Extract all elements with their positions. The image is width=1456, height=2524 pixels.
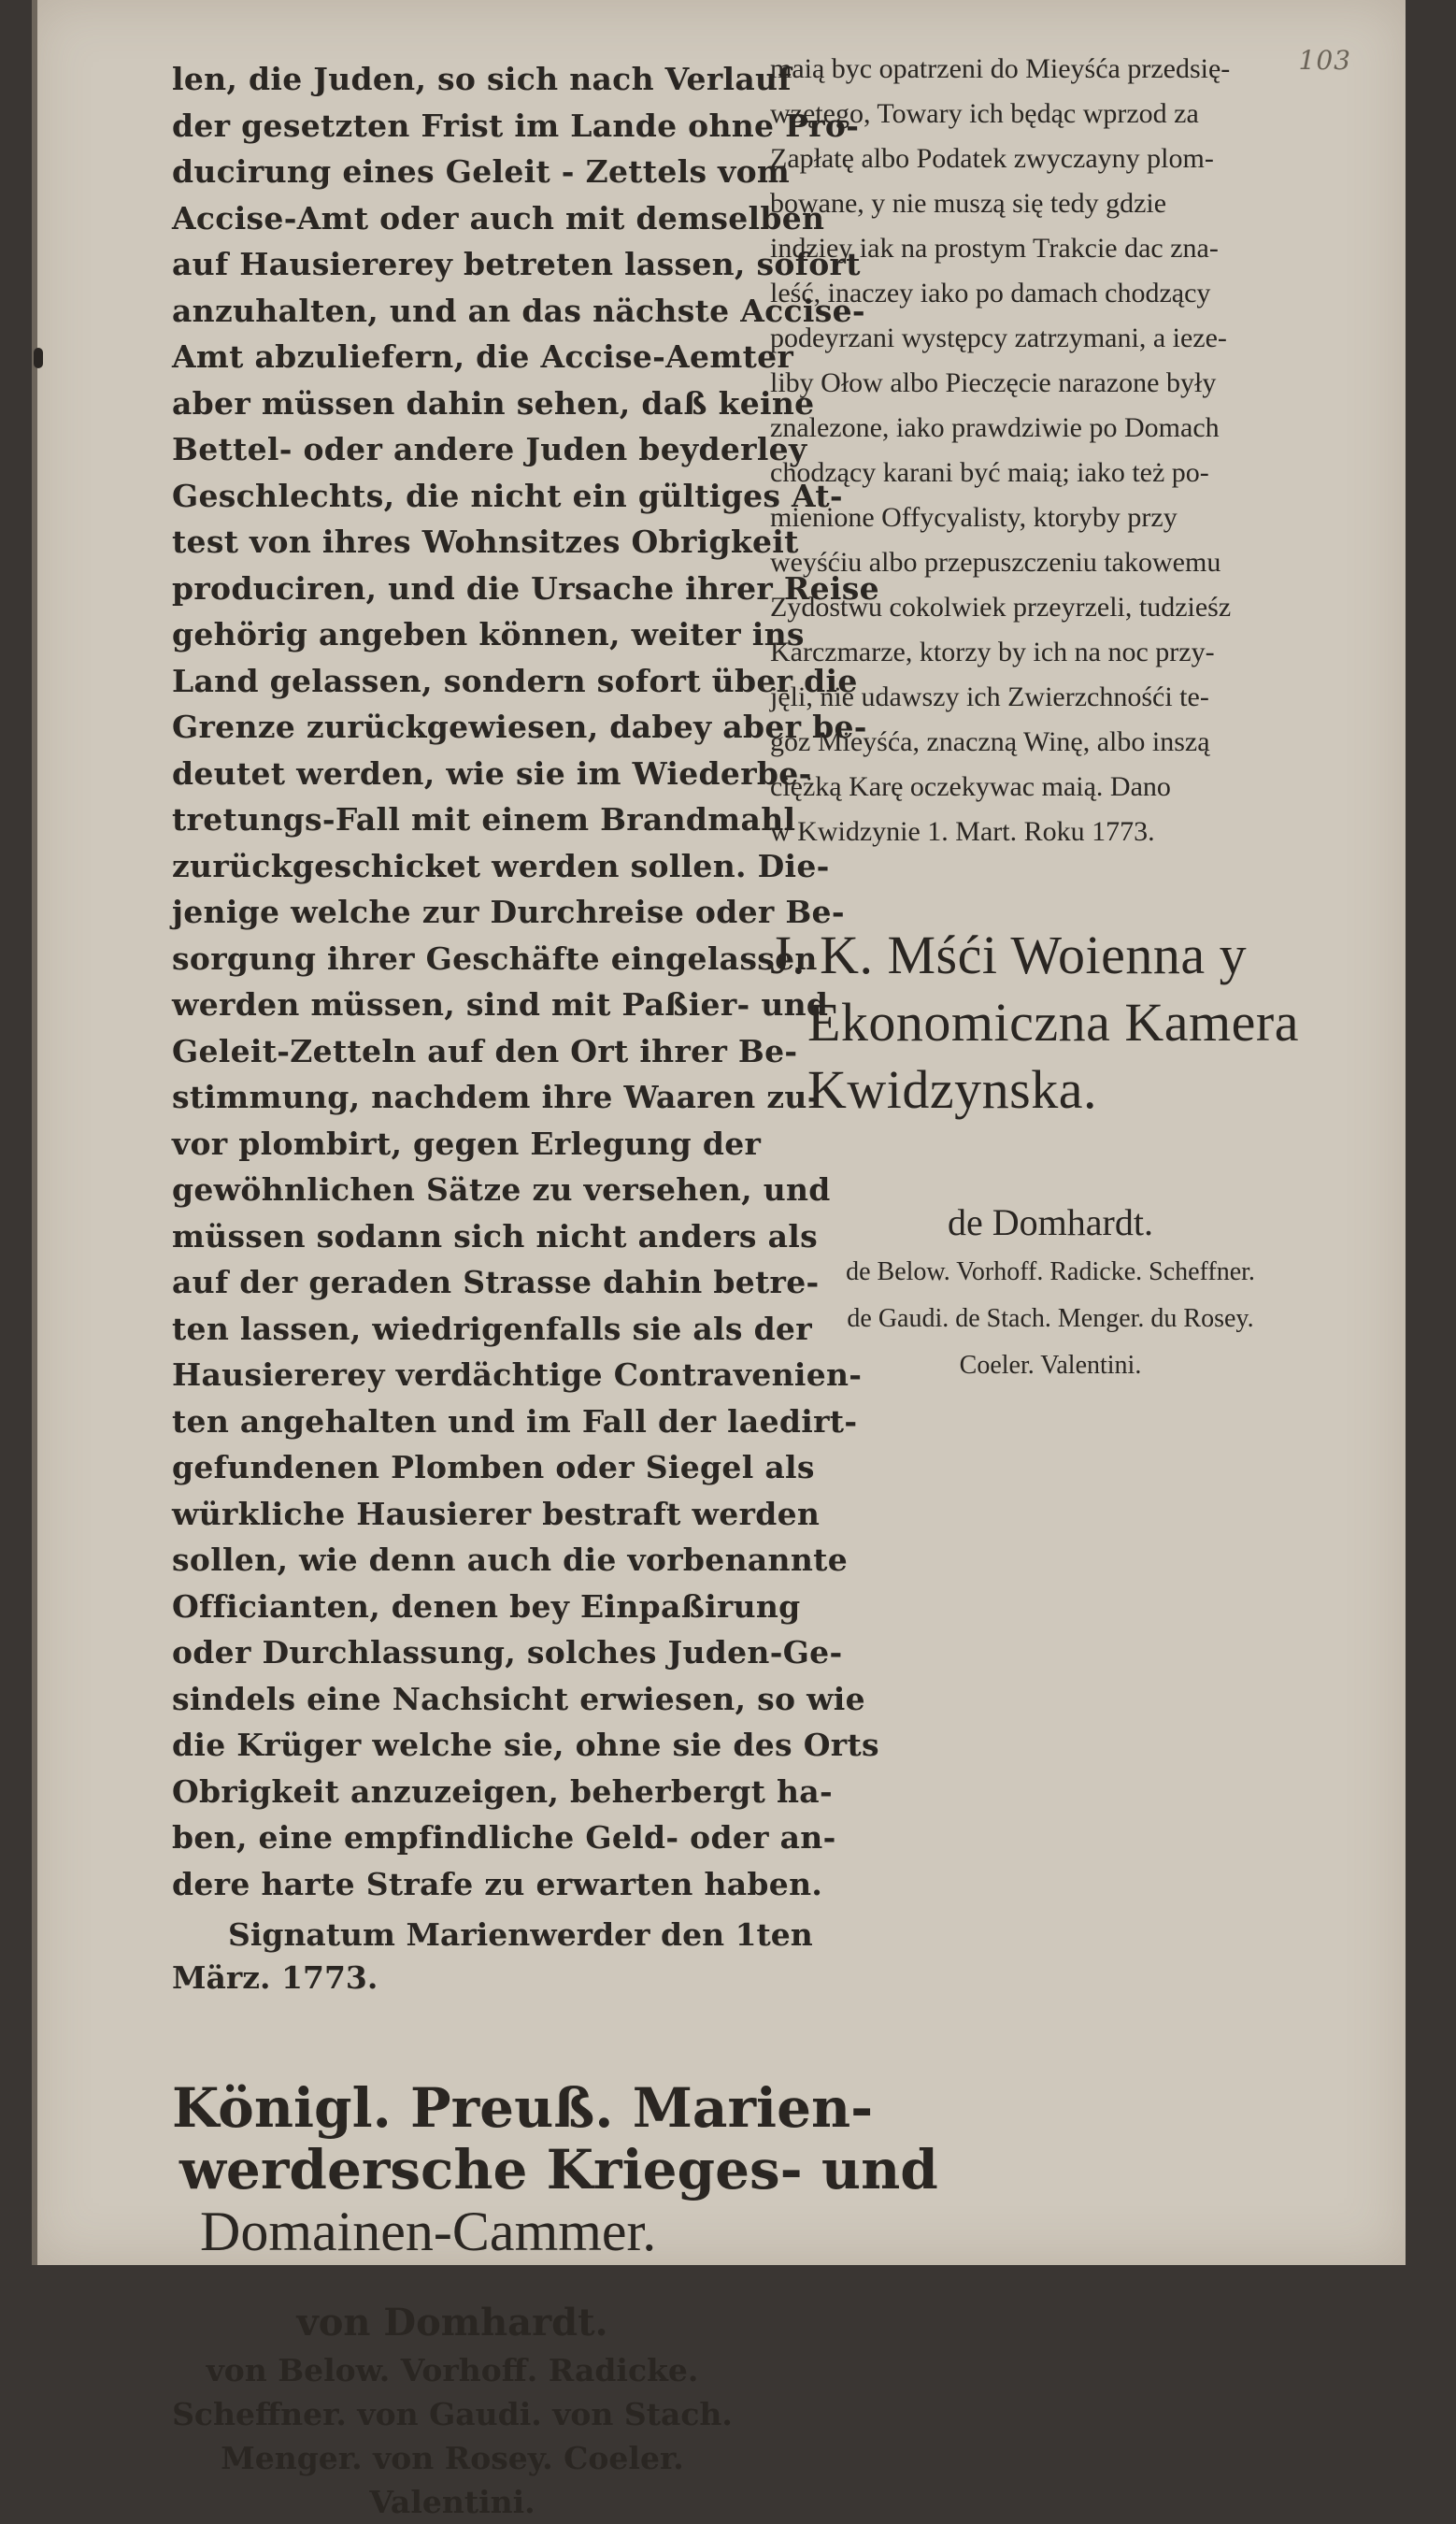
polish-signers [770, 1197, 1331, 1389]
signatum-line-2: März. 1773. [172, 1959, 378, 1996]
polish-text-line: goz Mieyśća, znaczną Winę, albo inszą [770, 726, 1210, 757]
german-text-line: anzuhalten, und an das nächste Accise- [172, 292, 865, 329]
page-edge [32, 0, 37, 2265]
german-text-line: dere harte Strafe zu erwarten haben. [172, 1865, 823, 1902]
german-text-line: jenige welche zur Durchreise oder Be- [172, 894, 845, 930]
document-page [32, 0, 1406, 2520]
german-text-line: aber müssen dahin sehen, daß keine [172, 384, 815, 422]
german-text-line: sindels eine Nachsicht erwiesen, so wie [172, 1680, 865, 1717]
polish-text-line: Zapłatę albo Podatek zwyczayny plom- [770, 143, 1214, 174]
polish-chamber-line-3: Kwidzynska. [807, 1059, 1097, 1120]
german-text-line: Accise-Amt oder auch mit demselben [172, 199, 825, 237]
german-text-line: ten angehalten und im Fall der laedirt- [172, 1402, 858, 1440]
german-text-line: sollen, wie denn auch die vorbenannte [172, 1542, 848, 1578]
german-text-line: der gesetzten Frist im Lande ohne Pro- [172, 107, 860, 144]
polish-text-line: wzętego, Towary ich będąc wprzod za [770, 98, 1199, 129]
polish-text-line: Zydostwu cokolwiek przeyrzeli, tudzieśz [770, 592, 1232, 623]
german-column [172, 56, 938, 2524]
german-text-line: die Krüger welche sie, ohne sie des Orts [172, 1727, 879, 1763]
german-text-line: sorgung ihrer Geschäfte eingelassen [172, 939, 818, 977]
german-text-line: tretungs-Fall mit einem Brandmahl [172, 801, 796, 838]
german-text-line: zurückgeschicket werden sollen. Die- [172, 847, 830, 884]
polish-signers-row: de Gaudi. de Stach. Menger. du Rosey. [847, 1304, 1254, 1333]
german-text-line: Geschlechts, die nicht ein gültiges At- [172, 477, 843, 514]
german-text-line: gehörig angeben können, weiter ins [172, 616, 805, 653]
polish-signers-head: de Domhardt. [948, 1201, 1153, 1243]
german-chamber-line-3: Domainen-Cammer. [200, 2201, 657, 2262]
polish-signers-row: Coeler. Valentini. [959, 1351, 1142, 1380]
german-signers-row: von Below. Vorhoff. Radicke. [206, 2352, 699, 2388]
german-signers [172, 2298, 733, 2524]
german-text-line: Officianten, denen bey Einpaßirung [172, 1587, 801, 1625]
polish-text-line: ciężką Karę oczekywac maią. Dano [770, 771, 1171, 802]
german-text-line: ducirung eines Geleit - Zettels vom [172, 153, 791, 190]
polish-text-block [770, 47, 1331, 810]
german-text-line: Hausiererey verdächtige Contravenien- [172, 1356, 863, 1393]
german-text-line: gefundenen Plomben oder Siegel als [172, 1449, 815, 1485]
german-text-line: ten lassen, wiedrigenfalls sie als der [172, 1310, 812, 1347]
german-signers-head: von Domhardt. [296, 2301, 608, 2345]
polish-text-line: znalezone, iako prawdziwie po Domach [770, 412, 1220, 443]
polish-text-line: podeyrzani występcy zatrzymani, a ieze- [770, 323, 1227, 353]
german-text-line: Land gelassen, sondern sofort über die [172, 662, 858, 699]
polish-signers-row: de Below. Vorhoff. Radicke. Scheffner. [846, 1257, 1255, 1286]
german-text-line: müssen sodann sich nicht anders als [172, 1217, 818, 1255]
polish-text-line: Karczmarze, ktorzy by ich na noc przy- [770, 637, 1215, 667]
polish-text-line: weyśćiu albo przepuszczeniu takowemu [770, 547, 1221, 578]
polish-text-line: bowane, y nie muszą się tedy gdzie [770, 188, 1167, 219]
german-chamber-line-1: Königl. Preuß. Marien- [172, 2076, 874, 2140]
german-text-line: Grenze zurückgewiesen, dabey aber be- [172, 709, 867, 745]
german-text-line: oder Durchlassung, solches Juden-Ge- [172, 1634, 843, 1671]
polish-text-line: mienione Offycyalisty, ktoryby przy [770, 502, 1178, 533]
polish-date-line: w Kwidzynie 1. Mart. Roku 1773. [770, 816, 1155, 847]
german-text-line: len, die Juden, so sich nach Verlauf [172, 61, 792, 97]
german-text-line: Amt abzuliefern, die Accise-Aemter [172, 338, 794, 375]
german-text-line: würkliche Hausierer bestraft werden [172, 1495, 821, 1532]
german-text-line: auf der geraden Strasse dahin betre- [172, 1264, 820, 1300]
german-text-line: Bettel- oder andere Juden beyderley [172, 431, 807, 467]
german-text-line: vor plombirt, gegen Erlegung der [172, 1125, 762, 1162]
binding-hole [34, 348, 43, 368]
german-text-line: deutet werden, wie sie im Wiederbe- [172, 754, 812, 792]
polish-column [770, 47, 1331, 1389]
german-text-line: Obrigkeit anzuzeigen, beherbergt ha- [172, 1772, 833, 1810]
polish-text-line: indziey iak na prostym Trakcie dac zna- [770, 233, 1219, 264]
german-text-line: Geleit-Zetteln auf den Ort ihrer Be- [172, 1032, 798, 1069]
polish-chamber-line-2: Ekonomiczna Kamera [807, 992, 1299, 1053]
german-text-line: werden müssen, sind mit Paßier- und [172, 986, 829, 1023]
page-number: 103 [1298, 45, 1351, 76]
german-text-line: stimmung, nachdem ihre Waaren zu- [172, 1079, 821, 1115]
german-signers-row: Menger. von Rosey. Coeler. [221, 2440, 684, 2476]
polish-text-line: chodzący karani być maią; iako też po- [770, 457, 1209, 488]
german-text-line: produciren, und die Ursache ihrer Reise [172, 569, 879, 607]
german-text-line: gewöhnlichen Sätze zu versehen, und [172, 1171, 831, 1208]
german-text-block [172, 56, 879, 1907]
german-signers-row: Scheffner. von Gaudi. von Stach. [172, 2396, 733, 2432]
polish-text-line: leść, inaczey iako po damach chodzący [770, 278, 1211, 308]
polish-text-line: jęli, nie udawszy ich Zwierzchnośći te- [770, 681, 1209, 712]
german-text-line: auf Hausiererey betreten lassen, sofort [172, 246, 861, 282]
polish-chamber-title [770, 922, 1331, 1124]
german-signers-row: Valentini. [369, 2484, 535, 2520]
polish-text-line: liby Ołow albo Pieczęcie narazone były [770, 367, 1217, 398]
polish-chamber-line-1: J. K. Mśći Woienna y [770, 925, 1248, 985]
german-text-line: ben, eine empfindliche Geld- oder an- [172, 1819, 836, 1856]
german-chamber-line-2: werdersche Krieges- und [179, 2138, 938, 2201]
polish-text-line: maią byc opatrzeni do Mieyśća przedsię- [770, 53, 1231, 84]
german-text-line: test von ihres Wohnsitzes Obrigkeit [172, 523, 799, 560]
signatum-line-1: Signatum Marienwerder den 1ten [228, 1916, 813, 1953]
german-chamber-title [172, 2076, 938, 2262]
